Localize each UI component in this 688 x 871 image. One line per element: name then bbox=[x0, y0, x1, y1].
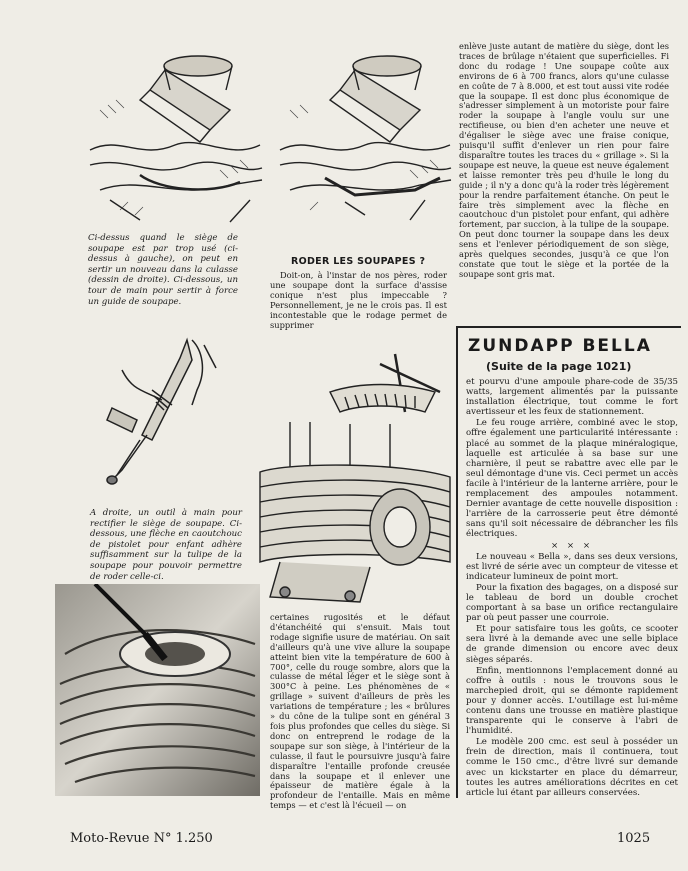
figure-caption-top bbox=[88, 233, 238, 307]
valve-seat-new-illustration bbox=[275, 50, 455, 225]
figure-caption-middle bbox=[90, 508, 242, 582]
hand-tool-illustration bbox=[92, 330, 232, 490]
zundapp-paragraph: Et pour satisfaire tous les goûts, ce scooter sera livré à la demande avec une selle biplace de grande dimension ou encore avec deux sièges séparés. bbox=[466, 624, 678, 665]
caption-top-text: Ci-dessus quand le siège de soupape est par trop usé (ci-dessus à gauche), on peut en sertir un nouveau dans la culasse (dessin de droite). Ci-dessous, un tour de main pour sertir à force un guide de soupape. bbox=[88, 233, 238, 307]
valve-seat-worn-illustration bbox=[80, 50, 270, 225]
article-continued bbox=[270, 613, 450, 811]
article-header bbox=[285, 256, 445, 267]
cylinder-head-tool-illustration bbox=[250, 352, 455, 607]
article-intro bbox=[270, 271, 447, 330]
zundapp-paragraph: Pour la fixation des bagages, on a disposé sur le tableau de bord un double crochet comportant à sa base un orifice rectangulaire par où peut passer une courroie. bbox=[466, 582, 678, 624]
cylinder-photo bbox=[55, 584, 260, 796]
caption-middle-text: A droite, un outil à main pour rectifier le siège de soupape. Ci-dessous, une flèche en caoutchouc de pistolet pour enfant adhère suffisamment sur la tulipe de la soupape pour pouvoir permettre de roder celle-ci. bbox=[90, 508, 242, 582]
zundapp-paragraph: Le feu rouge arrière, combiné avec le stop, offre également une particularité intéressante : placé au sommet de la plaque minéralogique, laquelle est articulée à sa base sur une charnière, il peut se rabattre avec elle par le seul démontage d'une vis. Ceci permet un accès facile à l'intérieur de la lanterne arrière, pour le remplacement des ampoules notamment. Dernier avantage de cette nouvelle disposition : l'arrière de la carrosserie peut être démonté sans qu'il soit nécessaire de débrancher les fils électriques. bbox=[466, 418, 678, 540]
zundapp-bella-box bbox=[456, 326, 681, 798]
article-continued-text: certaines rugosités et le défaut d'étanchéité qui s'ensuit. Mais tout rodage signifie usure de matériau. On sait d'ailleurs qu'à une vive allure la soupape atteint bien vite la température de 600 à 700°, celle du rouge sombre, alors que la culasse de métal léger et le siège sont à 300°C à peine. Les phénomènes de « grillage » suivent d'ailleurs de près les variations de température ; les « brûlures » du cône de la tulipe sont en général 3 fois plus profondes que celles du siège. Si donc on entreprend le rodage de la soupape sur son siège, à l'intérieur de la culasse, il faut le poursuivre jusqu'à faire disparaître l'entaille profonde creusée dans la soupape et il enlever une épaisseur de matière égale à la profondeur de l'entaille. Mais en même temps — et c'est là l'écueil — on bbox=[270, 612, 450, 811]
zundapp-subtitle: (Suite de la page 1021) bbox=[486, 360, 632, 373]
zundapp-separator: × × × bbox=[550, 540, 594, 551]
zundapp-paragraph: Enfin, mentionnons l'emplacement donné au coffre à outils : nous le trouvons sous le marchepied droit, qui se démonte rapidement pour y donner accès. L'outillage est lui-même contenu dans une trousse en matière plastique transparente qui le conserve à l'abri de l'humidité. bbox=[466, 665, 678, 737]
zundapp-paragraph: Le nouveau « Bella », dans ses deux versions, est livré de série avec un compteur de vitesse et indicateur lumineux de point mort. bbox=[466, 551, 678, 582]
zundapp-paragraph: Le modèle 200 cmc. est seul à posséder un frein de direction, mais il continuera, tout comme le 150 cmc., d'être livré sur demande avec un kickstarter en place du démarreur, toutes les autres améliorations décrites en cet article lui étant par ailleurs conservées. bbox=[466, 737, 678, 798]
article-right-column bbox=[459, 42, 669, 280]
zundapp-title: ZUNDAPP BELLA bbox=[468, 336, 652, 356]
footer-magazine: Moto-Revue N° 1.250 bbox=[70, 831, 213, 846]
article-heading: RODER LES SOUPAPES ? bbox=[291, 256, 426, 267]
zundapp-body bbox=[466, 377, 678, 798]
article-intro-text: Doit-on, à l'instar de nos pères, roder une soupape dont la surface d'assise conique n'est plus impeccable ? Personnellement, je ne le crois pas. Il est incontestable que le rodage permet de supprimer bbox=[270, 270, 447, 330]
footer-page-number: 1025 bbox=[617, 831, 651, 846]
article-right-column-text: enlève juste autant de matière du siège, dont les traces de brûlage n'étaient que superficielles. Fi donc du rodage ! Une soupape coûte aux environs de 6 à 700 francs, alors qu'une culasse en coûte de 7 à 8.000, et est tout aussi vite rodée que la soupape. Il est donc plus économique de s'adresser simplement à un motoriste pour faire roder la soupape à l'angle voulu sur une rectifieuse, ou bien d'en acheter une neuve et d'égaliser le siège avec une fraise conique, puisqu'il suffit d'enlever un rien pour faire disparaître toutes les traces du « grillage ». Si la soupape est neuve, la queue est neuve également et laisse remonter très peu d'huile le long du guide ; il n'y a donc qu'à la roder très légèrement pour la rendre parfaitement étanche. On peut le faire très simplement avec la flèche en caoutchouc d'un pistolet pour enfant, qui adhère fortement, par succion, à la tulipe de la soupape. On peut donc tourner la soupape dans les deux sens et l'enlever périodiquement de son siège, après quelques secondes, jusqu'à ce que l'on constate que tout le siège et la portée de la soupape sont gris mat. bbox=[459, 41, 669, 279]
zundapp-paragraph: et pourvu d'une ampoule phare-code de 35/35 watts, largement alimentés par la puissante installation électrique, tout comme le fort avertisseur et les feux de stationnement. bbox=[466, 377, 678, 418]
